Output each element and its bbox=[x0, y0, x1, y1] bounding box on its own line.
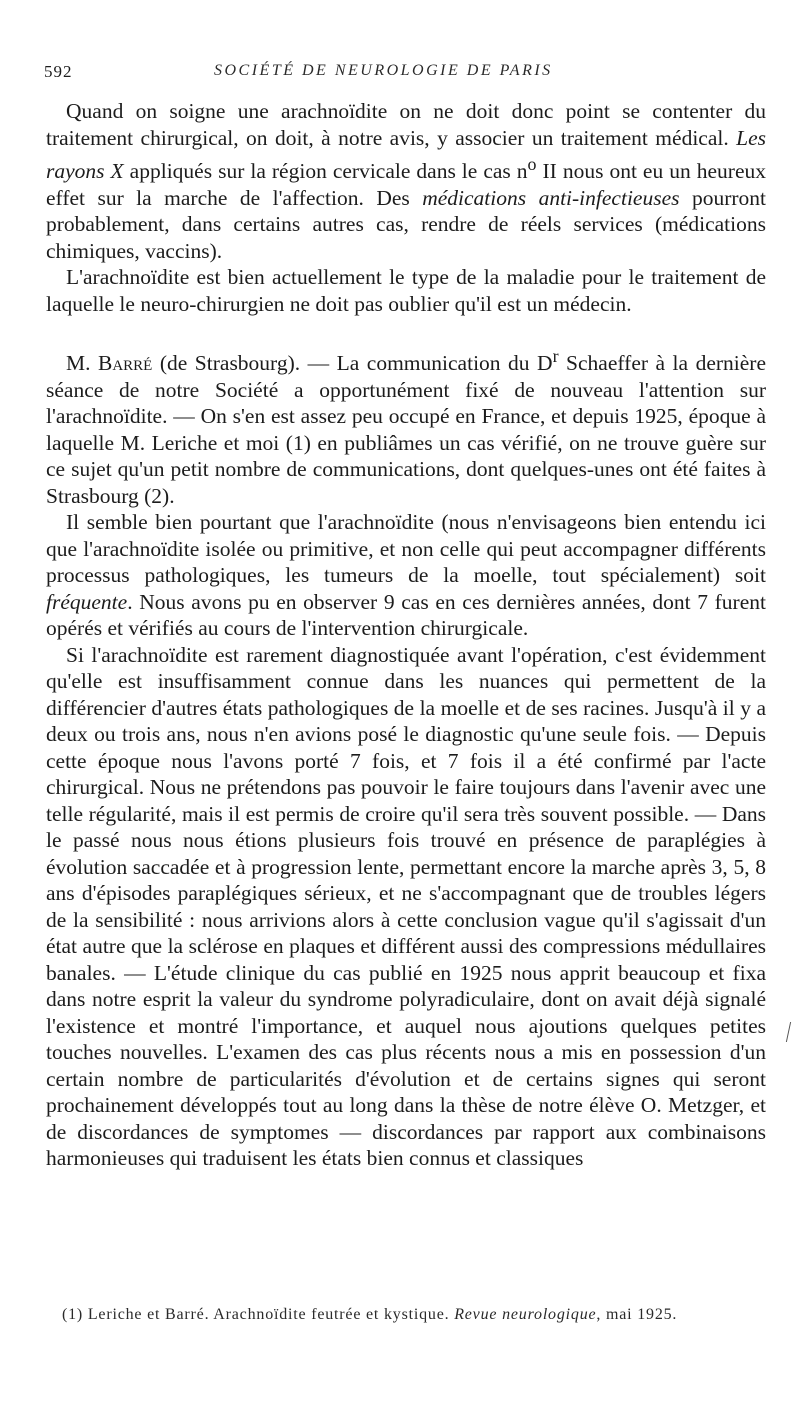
italic-text: Les rayons X bbox=[46, 125, 766, 184]
margin-mark bbox=[786, 1022, 797, 1042]
page-number: 592 bbox=[44, 62, 73, 81]
superscript: r bbox=[552, 346, 559, 367]
italic-text: médications anti-infectieuses bbox=[422, 185, 680, 210]
paragraph-p5 bbox=[46, 642, 766, 1172]
text-segment: Schaeffer à la dernière séance de notre Société a opportunément fixé de nouveau l'attention sur l'arachnoïdite. — On s'en est assez peu occupé en France, et depuis 1925, époque à laquelle M. Leriche et moi (1) en publiâmes un cas vérifié, on ne trouve guère sur ce sujet qu'un petit nombre de communications, dont quelques-unes ont été faites à Strasbourg (2). bbox=[46, 351, 766, 508]
author-name: Barré bbox=[98, 351, 153, 376]
superscript: o bbox=[527, 154, 537, 174]
italic-text: fréquente bbox=[46, 589, 128, 614]
text-segment: Si l'arachnoïdite est rarement diagnostiquée avant l'opération, c'est évidemment qu'elle est insuffisamment connue dans les nuances qui permettent de la différencier d'autres états pathologiques de la moelle et de ses racines. Jusqu'à il y a deux ou trois ans, nous n'en avions posé le diagnostic qu'une seule fois. — Depuis cette époque nous l'avons porté 7 fois, et 7 fois il a été confirmé par l'acte chirurgical. Nous ne prétendons pas pouvoir le faire toujours dans l'avenir avec une telle régularité, mais il est permis de croire qu'il sera très souvent possible. — Dans le passé nous nous étions plusieurs fois trouvé en présence de paraplégies à évolution saccadée et à progression lente, permettant encore la marche après 3, 5, 8 ans d'épisodes paraplégiques sérieux, et ne s'accompagnant que de troubles légers de la sensibilité : nous arrivions alors à cette conclusion vague qu'il s'agissait d'un état autre que la sclérose en plaques et différent aussi des compressions médullaires banales. — L'étude clinique du cas publié en 1925 nous apprit beaucoup et fixa dans notre esprit la valeur du syndrome polyradiculaire, dont on avait déjà signalé l'existence et montré l'importance, et auquel nous ajoutions quelques petites touches nouvelles. L'examen des cas plus récents nous a mis en possession d'un certain nombre de particularités d'évolution et de certains signes qui seront prochainement développés tout au long dans la thèse de notre élève O. Metzger, et de discordances de symptomes — discordances par rapport aux combinaisons harmonieuses qui traduisent les états bien connus et classiques bbox=[46, 642, 766, 1171]
text-segment: (de Strasbourg). — La communication du D bbox=[152, 351, 553, 376]
text-segment: . Nous avons pu en observer 9 cas en ces dernières années, dont 7 furent opérés et vérifiés au cours de l'intervention chirurgicale. bbox=[46, 589, 766, 641]
text-segment: Il semble bien pourtant que l'arachnoïdite (nous n'envisageons bien entendu ici que l'arachnoïdite isolée ou primitive, et non celle qui peut accompagner différents processus pathologiques, les tumeurs de la moelle, tout spécialement) soit bbox=[46, 510, 766, 588]
running-head bbox=[44, 62, 770, 86]
text-segment: pourront probablement, dans certains autres cas, rendre de réels services (médications chimiques, vaccins). bbox=[46, 185, 766, 263]
paragraph-p3 bbox=[46, 343, 766, 509]
text-segment: L'arachnoïdite est bien actuellement le type de la maladie pour le traitement de laquelle le neuro-chirurgien ne doit pas oublier qu'il est un médecin. bbox=[46, 265, 766, 316]
italic-text: Revue neurologique bbox=[454, 1306, 597, 1323]
journal-title: SOCIÉTÉ DE NEUROLOGIE DE PARIS bbox=[214, 62, 553, 79]
text-segment: (1) Leriche et Barré. Arachnoïdite feutrée et kystique. bbox=[62, 1306, 455, 1323]
paragraph-p4 bbox=[46, 509, 766, 642]
text-segment: II nous ont eu un heureux effet sur la marche de l'affection. Des bbox=[46, 159, 766, 210]
text-segment: , mai 1925. bbox=[596, 1306, 678, 1323]
paragraph-p2 bbox=[46, 264, 766, 317]
text-segment: Quand on soigne une arachnoïdite on ne doit donc point se contenter du traitement chirurgical, on doit, à notre avis, y associer un traitement médical. bbox=[46, 99, 766, 150]
text-segment: appliqués sur la région cervicale dans le cas n bbox=[123, 159, 528, 184]
body-text bbox=[46, 98, 766, 1172]
footnote bbox=[62, 1306, 782, 1324]
text-segment: M. bbox=[66, 351, 98, 376]
paragraph-p1 bbox=[46, 98, 766, 264]
